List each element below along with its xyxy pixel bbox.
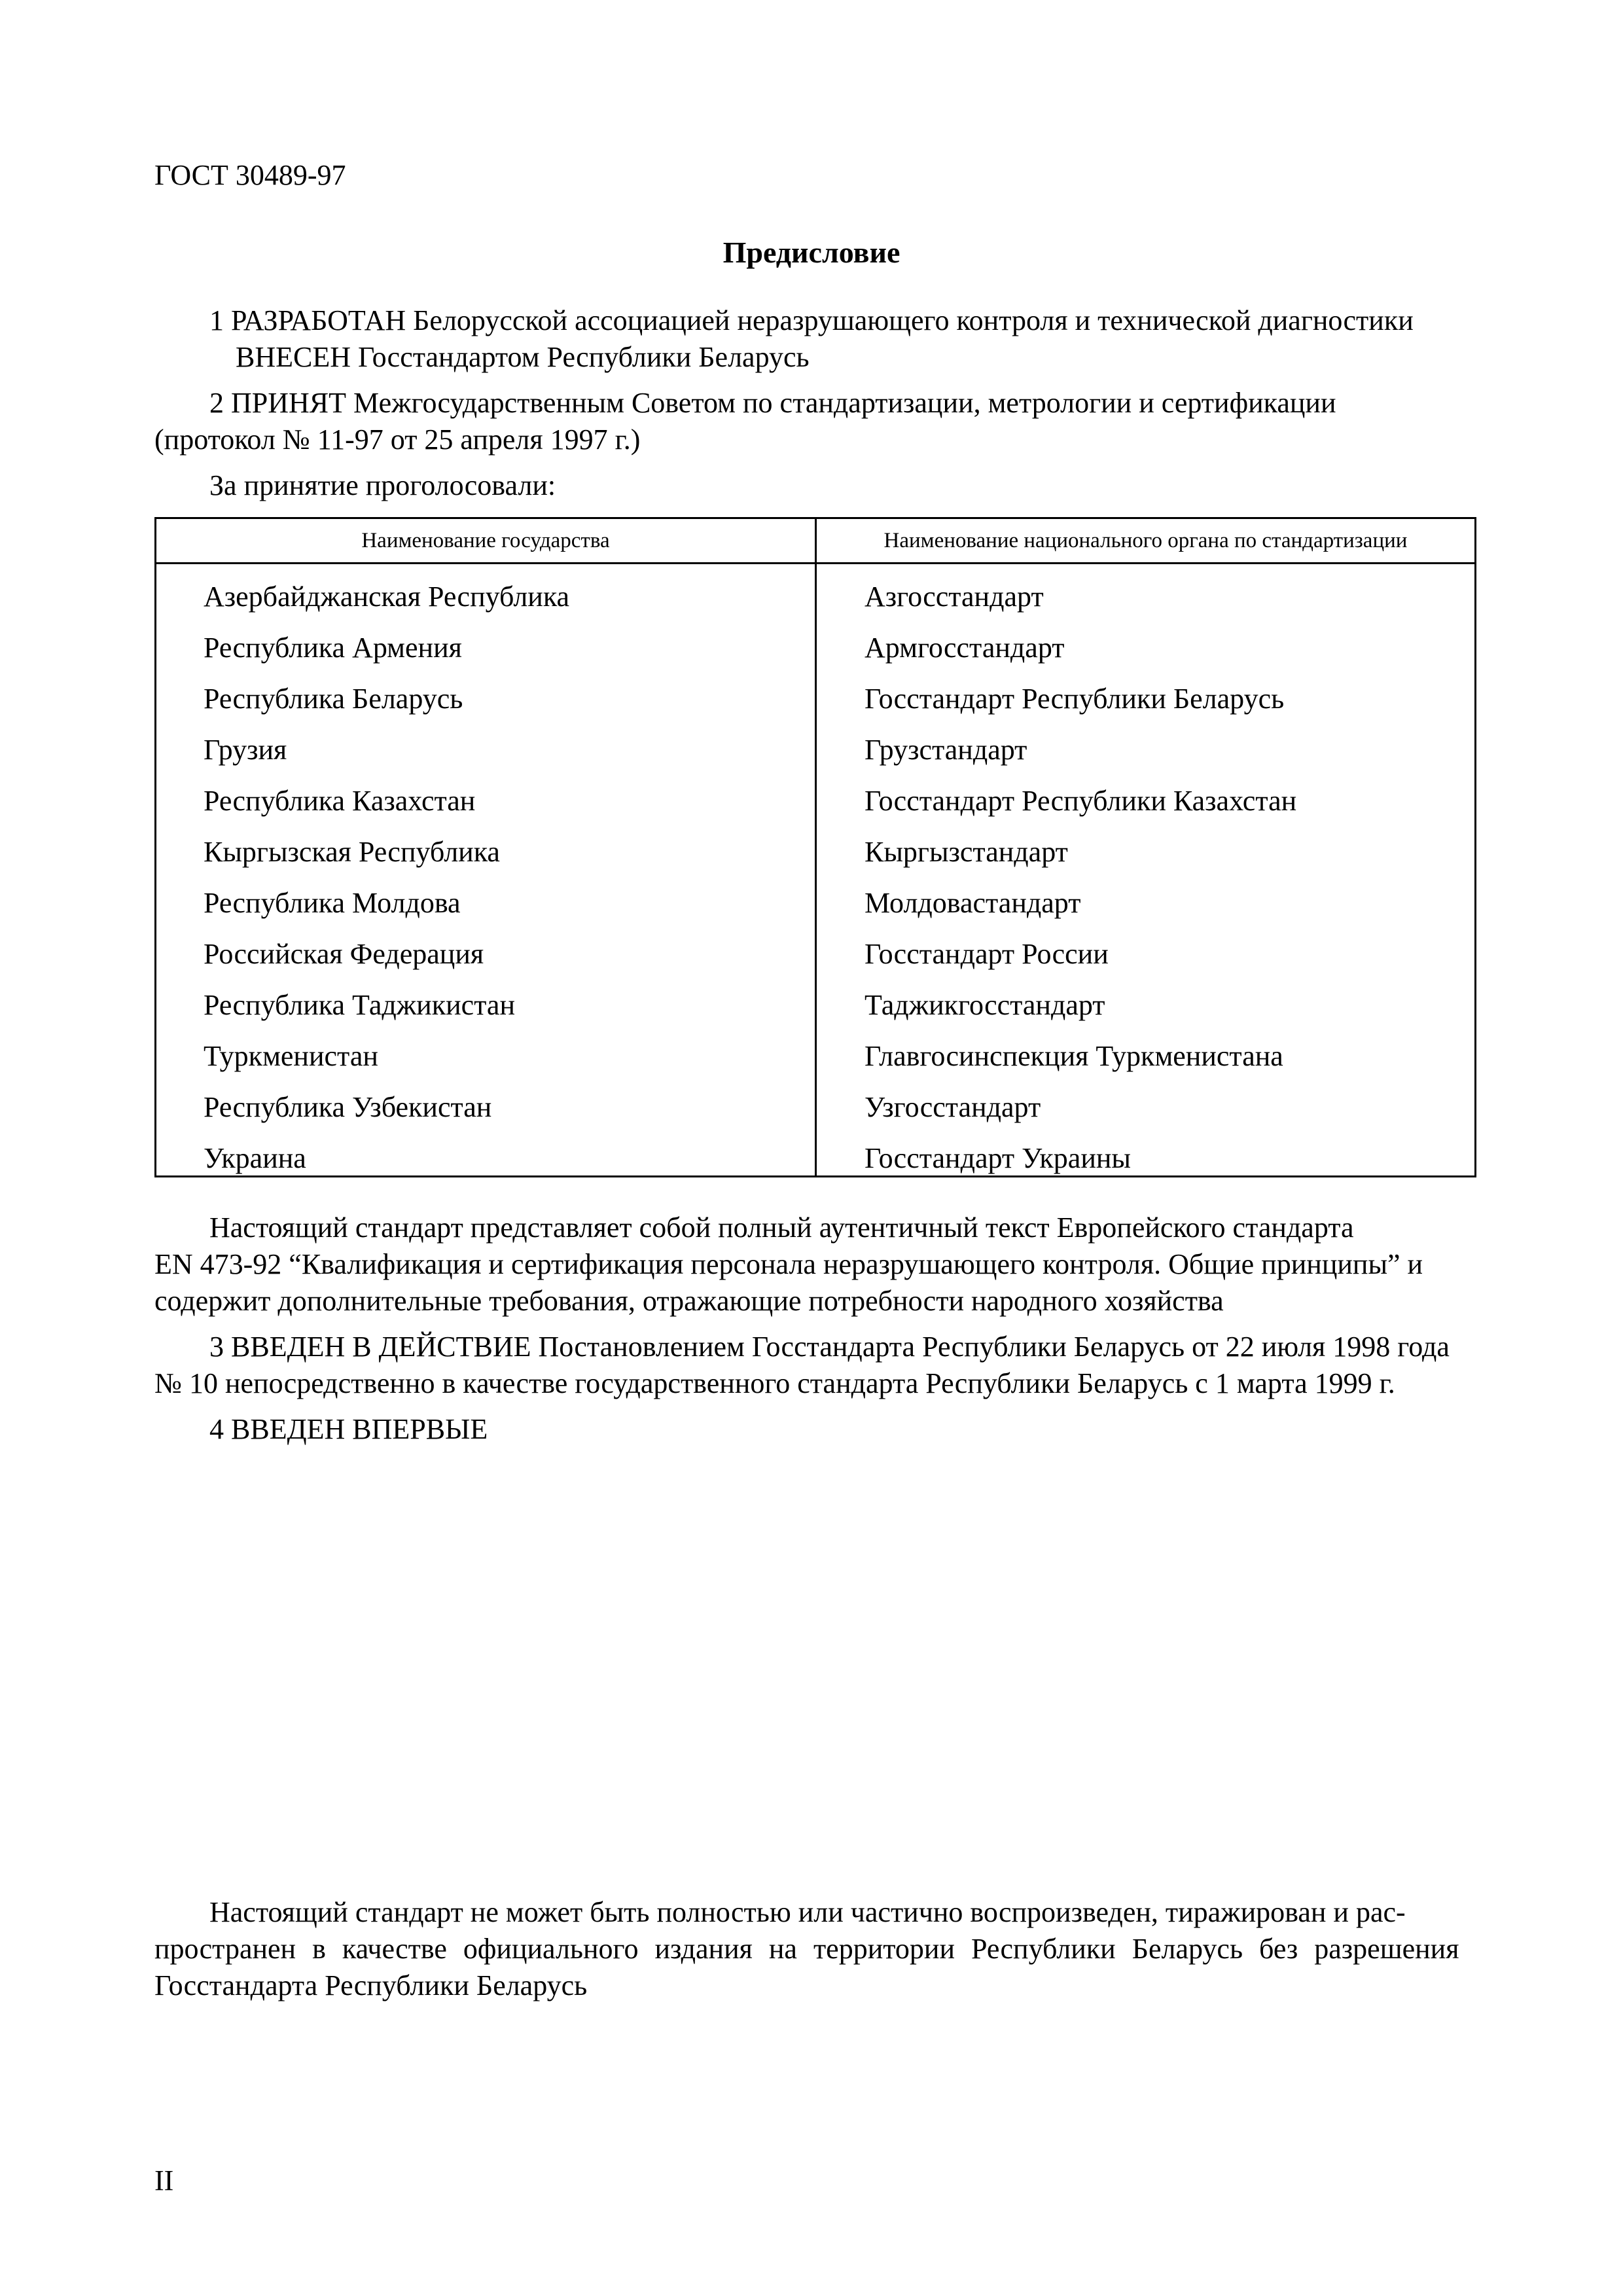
standards-body-cell: Азгосстандарт [865,581,1044,613]
table-row [156,776,1474,827]
section-title: Предисловие [722,236,901,269]
table-row [156,827,1474,878]
table-row [156,1031,1474,1082]
votes-table [154,517,1476,1177]
table-row [156,725,1474,776]
standards-body-cell: Госстандарт Республики Беларусь [865,683,1285,715]
en-note-line-3: содержит дополнительные требования, отражающие потребности народного хозяйства [154,1285,1224,1317]
standards-body-cell: Госстандарт Республики Казахстан [865,785,1297,817]
voted-label: За принятие проголосовали: [209,469,556,501]
item-2-adopted [154,385,1476,458]
copyright-notice [154,1894,1476,2004]
table-header-state: Наименование государства [361,529,610,552]
standards-body-cell: Главгосинспекция Туркменистана [865,1040,1283,1072]
table-row [156,571,1474,622]
standards-body-cell: Таджикгосстандарт [865,989,1105,1021]
standards-body-cell: Госстандарт России [865,938,1109,970]
copyright-line-2: пространен в качестве официального издания на территории Республики Беларусь без разрешения [154,1933,1459,1965]
en-standard-note [154,1210,1476,1319]
item-1-line-1: 1 РАЗРАБОТАН Белорусской ассоциацией неразрушающего контроля и технической диагностики [209,304,1414,336]
copyright-line-3: Госстандарта Республики Беларусь [154,1969,588,2001]
table-header-standards-body: Наименование национального органа по стандартизации [883,529,1408,552]
en-note-line-2: EN 473-92 “Квалификация и сертификация персонала неразрушающего контроля. Общие принципы” и [154,1248,1423,1280]
state-cell: Республика Казахстан [204,785,476,817]
standards-body-cell: Узгосстандарт [865,1091,1041,1123]
state-cell: Азербайджанская Республика [204,581,570,613]
item-3-enacted [154,1329,1476,1402]
standards-body-cell: Грузстандарт [865,734,1027,766]
standards-body-cell: Армгосстандарт [865,632,1065,664]
state-cell: Российская Федерация [204,938,484,970]
table-row [156,622,1474,673]
state-cell: Республика Молдова [204,887,461,919]
table-row [156,1082,1474,1133]
state-cell: Республика Армения [204,632,462,664]
en-note-line-1: Настоящий стандарт представляет собой полный аутентичный текст Европейского стандарта [209,1211,1354,1244]
standards-body-cell: Кыргызстандарт [865,836,1068,868]
standards-body-cell: Госстандарт Украины [865,1142,1131,1174]
page-number: II [154,2164,174,2197]
state-cell: Кыргызская Республика [204,836,500,868]
copyright-line-1: Настоящий стандарт не может быть полностью или частично воспроизведен, тиражирован и рас- [209,1896,1406,1928]
table-body [156,562,1474,1184]
table-row [156,980,1474,1031]
state-cell: Республика Узбекистан [204,1091,492,1123]
state-cell: Республика Беларусь [204,683,463,715]
table-row [156,1133,1474,1184]
item-1-line-2: ВНЕСЕН Госстандартом Республики Беларусь [236,341,810,373]
item-3-line-1: 3 ВВЕДЕН В ДЕЙСТВИЕ Постановлением Госстандарта Республики Беларусь от 22 июля 1998 года [209,1331,1450,1363]
item-1-developed [154,302,1476,376]
state-cell: Туркменистан [204,1040,378,1072]
item-4-first-introduced: 4 ВВЕДЕН ВПЕРВЫЕ [209,1413,488,1445]
item-3-line-2: № 10 непосредственно в качестве государственного стандарта Республики Беларусь с 1 марта 1999 г. [154,1367,1395,1399]
table-row [156,673,1474,725]
table-row [156,878,1474,929]
item-2-line-2: (протокол № 11-97 от 25 апреля 1997 г.) [154,423,641,456]
table-row [156,929,1474,980]
state-cell: Украина [204,1142,306,1174]
document-code: ГОСТ 30489-97 [154,159,346,191]
item-2-line-1: 2 ПРИНЯТ Межгосударственным Советом по стандартизации, метрологии и сертификации [209,387,1336,419]
state-cell: Грузия [204,734,287,766]
state-cell: Республика Таджикистан [204,989,515,1021]
standards-body-cell: Молдовастандарт [865,887,1081,919]
